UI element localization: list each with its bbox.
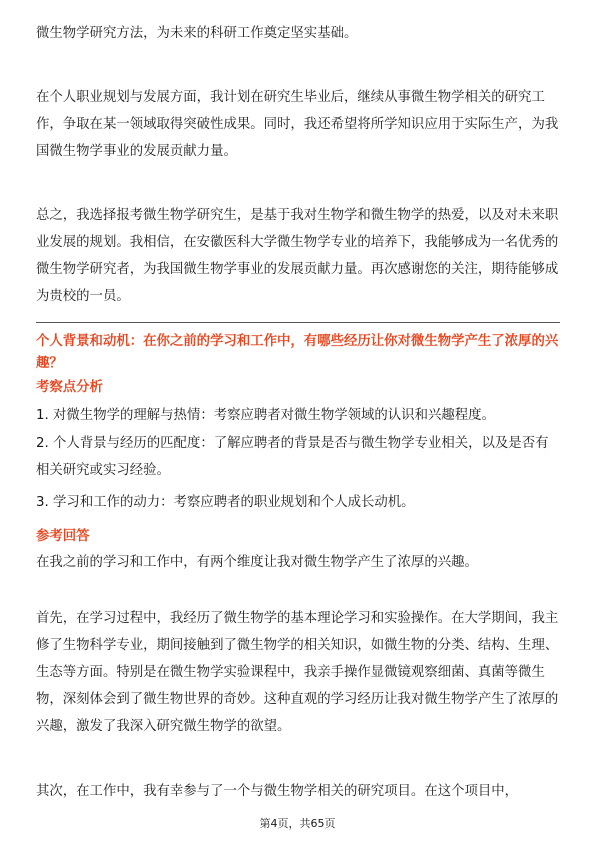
paragraph-career-plan: 在个人职业规划与发展方面，我计划在研究生毕业后，继续从事微生物学相关的研究工作，争取在某一领域取得突破性成果。同时，我还希望将所学知识应用于实际生产，为我国微生物学事业的发展贡献力量。 — [36, 90, 559, 159]
answer-paragraph-1: 在我之前的学习和工作中，有两个维度让我对微生物学产生了浓厚的兴趣。 — [36, 555, 478, 570]
paragraph-conclusion: 总之，我选择报考微生物学研究生，是基于我对生物学和微生物学的热爱，以及对未来职业发展的规划。我相信，在安徽医科大学微生物学专业的培养下，我能够成为一名优秀的微生物学研究者，为我国微生物学事业的发展贡献力量。再次感谢您的关注，期待能够成为贵校的一员。 — [36, 208, 559, 304]
answer-heading: 参考回答 — [36, 529, 90, 544]
paragraph-intro-continuation: 微生物学研究方法，为未来的科研工作奠定坚实基础。 — [36, 26, 358, 41]
question-title: 个人背景和动机：在你之前的学习和工作中，有哪些经历让你对微生物学产生了浓厚的兴趣？ — [36, 334, 559, 371]
analysis-heading: 考察点分析 — [36, 380, 103, 395]
page-number-footer: 第4页，共65页 — [259, 817, 336, 830]
answer-paragraph-2: 首先，在学习过程中，我经历了微生物学的基本理论学习和实验操作。在大学期间，我主修了生物科学专业，期间接触到了微生物学的相关知识，如微生物的分类、结构、生理、生态等方面。特别是在微生物学实验课程中，我亲手操作显微镜观察细菌、真菌等微生物，深刻体会到了微生物世界的奇妙。这种直观的学习经历让我对微生物学产生了浓厚的兴趣，激发了我深入研究微生物学的欲望。 — [36, 611, 559, 734]
analysis-item-2: 2. 个人背景与经历的匹配度：了解应聘者的背景是否与微生物学专业相关，以及是否有相关研究或实习经验。 — [36, 436, 549, 478]
analysis-item-1: 1. 对微生物学的理解与热情：考察应聘者对微生物学领域的认识和兴趣程度。 — [36, 408, 495, 423]
answer-paragraph-3: 其次，在工作中，我有幸参与了一个与微生物学相关的研究项目。在这个项目中， — [36, 784, 519, 799]
analysis-item-3: 3. 学习和工作的动力：考察应聘者的职业规划和个人成长动机。 — [36, 495, 415, 510]
section-divider — [36, 322, 560, 323]
